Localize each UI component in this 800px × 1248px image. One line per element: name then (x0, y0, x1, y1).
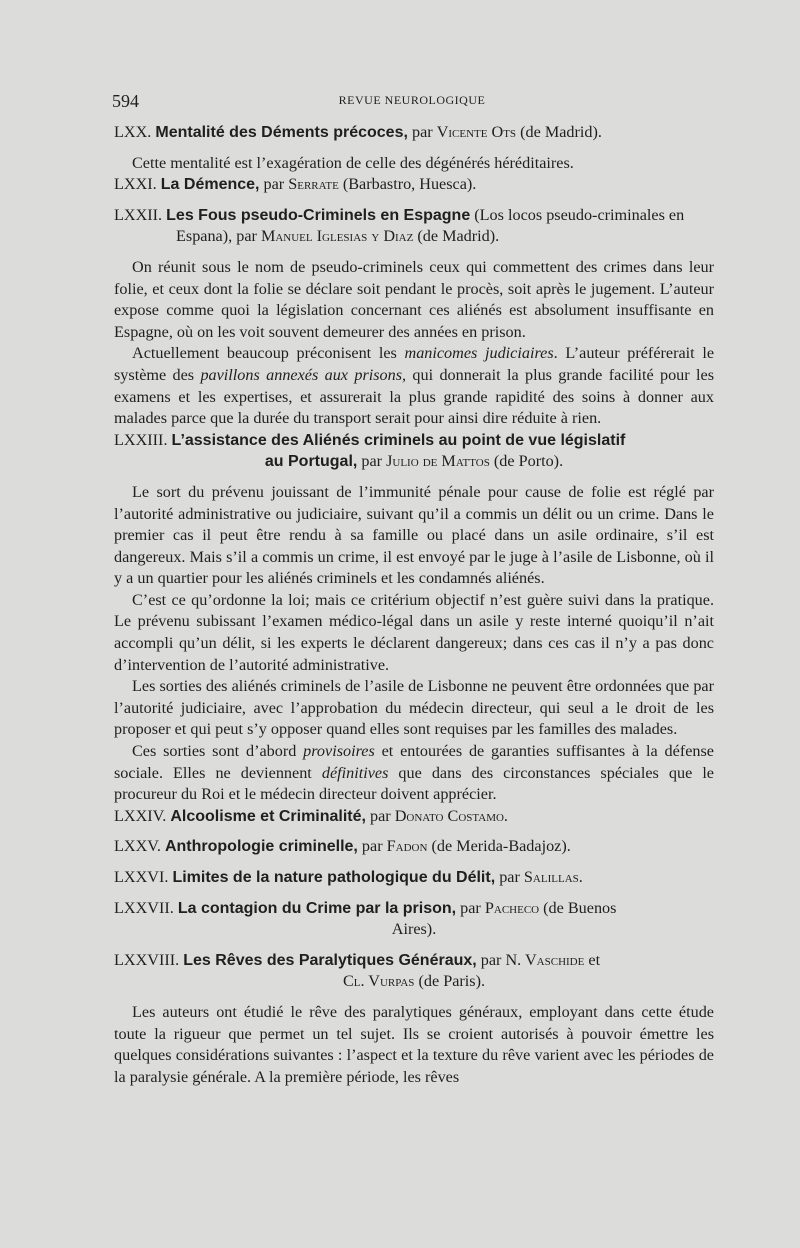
entry-rest: Aires). (391, 920, 437, 939)
entry-rest: (de Buenos (539, 898, 617, 917)
abstract-lxxii-p2 (114, 343, 714, 429)
entry-title: au Portugal, (264, 453, 358, 471)
entry-rest: (de Madrid). (413, 227, 500, 246)
entry-number: LXXIV. (114, 806, 167, 825)
italic-term: provisoires (303, 742, 375, 761)
entry-rest: . (578, 868, 583, 886)
italic-term: pavillons annexés aux prisons, (200, 365, 407, 384)
entry-author: Cl. Vurpas (342, 972, 415, 991)
abstract-lxxiii-p4 (114, 741, 714, 806)
entry-title: Limites de la nature pathologique du Délit, (172, 869, 496, 886)
entry-author: Manuel Iglesias y Diaz (260, 227, 414, 246)
entry-by: par (365, 806, 395, 825)
entry-by: par (407, 123, 437, 141)
entry-author: Julio de Mattos (386, 452, 490, 471)
entry-author: Salillas (523, 868, 579, 886)
abstract-lxxiii-p3: Les sorties des aliénés criminels de l’asile de Lisbonne ne peuvent être ordonnées que par l’autorité judiciaire, avec l’approbation du médecin directeur, qui seul a le droit de les proposer et qui peut s’y opposer quand elles sont requises par les familles des malades. (114, 677, 714, 739)
running-title: REVUE NEUROLOGIQUE (338, 93, 486, 107)
abstract-lxxiii-p1: Le sort du prévenu jouissant de l’immunité pénale pour cause de folie est réglé par l’autorité administrative ou judiciaire, suivant qu’il a commis un délit ou un crime. Dans le premier cas il peut être rendu à sa famille ou placé dans un asile ordinaire, s’il est dangereux. Mais s’il a commis un crime, il est envoyé par le juge à l’asile de Lisbonne, où il y a un quartier pour les aliénés criminels et les condamnés aliénés. (114, 482, 714, 588)
entry-lxxviii (114, 950, 714, 993)
entry-rest: (Barbastro, Huesca). (338, 175, 477, 194)
entry-by: par (495, 868, 524, 886)
entry-lxxvii (114, 898, 714, 941)
entry-title: La Démence, (160, 176, 260, 194)
text-column (114, 122, 714, 1088)
entry-number: LXXII. (114, 205, 163, 224)
entry-title: Alcoolisme et Criminalité, (170, 807, 366, 825)
entry-lxx (114, 122, 714, 144)
text-run: que dans des circonstances spéciales que le procureur du Roi et le médecin directeur doivent apprécier. (114, 763, 714, 804)
entry-title: Mentalité des Déments précoces, (155, 124, 408, 141)
entry-title: Les Fous pseudo-Criminels en Espagne (166, 206, 471, 224)
entry-by: par (357, 452, 387, 471)
entry-number: LXXVIII. (114, 950, 180, 969)
entry-number: LXXV. (114, 837, 161, 856)
italic-term: définitives (321, 763, 389, 782)
page-number: 594 (112, 91, 139, 111)
entry-number: LXXVI. (114, 868, 169, 886)
entry-by: par (259, 175, 289, 194)
entry-lxxvi (114, 867, 714, 889)
entry-number: LXXIII. (114, 430, 168, 449)
entry-author: Fadon (386, 837, 428, 856)
entry-by: par (456, 898, 485, 917)
entry-rest: (de Merida-Badajoz). (427, 837, 571, 856)
entry-title-line2 (114, 451, 714, 473)
entry-author: Donato Costamo (394, 806, 504, 825)
entry-by: par (357, 837, 387, 856)
page-header (112, 91, 712, 113)
entry-rest: (de Paris). (414, 972, 486, 991)
text-run: . L’auteur préférerait le système des (114, 344, 715, 384)
entry-title: La contagion du Crime par la prison, (177, 899, 457, 917)
entry-number: LXX. (114, 123, 152, 141)
entry-author: Serrate (288, 175, 339, 194)
abstract-lxxiii-p2: C’est ce qu’ordonne la loi; mais ce critérium objectif n’est guère suivi dans la pratique. Le prévenu subissant l’examen médico-légal dans un asile y reste interné quoiqu’il n’ait accompli qu’un délit, si les experts le déclarent dangereux; dans ces cas il n’y a pas donc d’intervention de l’autorité administrative. (114, 590, 714, 674)
entry-title: Les Rêves des Paralytiques Généraux, (183, 951, 477, 969)
text-run: et entourées de garanties suffisantes à la défense sociale. Elles ne deviennent (114, 742, 714, 782)
entry-and: et (584, 950, 601, 969)
text-run: Actuellement beaucoup préconisent les (132, 344, 405, 363)
italic-term: manicomes judiciaires (404, 344, 554, 363)
abstract-lxxii-p1: On réunit sous le nom de pseudo-criminels ceux qui commettent des crimes dans leur folie, et ceux dont la folie se déclare soit pendant le procès, soit après le jugement. L’auteur expose comme quoi la législation concernant ces aliénés est absolument insuffisante en Espagne, où on les voit souvent demeurer des années en prison. (114, 257, 714, 341)
entry-title: L’assistance des Aliénés criminels au point de vue législatif (171, 431, 626, 449)
abstract-lxxviii-p1: Les auteurs ont étudié le rêve des paralytiques généraux, employant dans cette étude toute la rigueur que permet un tel sujet. Ils se croient autorisés à pouvoir émettre les quelques considérations suivantes : l’aspect et la texture du rêve varient avec les périodes de la paralysie générale. A la première période, les rêves (114, 1002, 714, 1086)
entry-rest: (Los locos pseudo-criminales en Espana), par (176, 205, 685, 246)
entry-number: LXXI. (114, 175, 157, 194)
abstract-lxx: Cette mentalité est l’exagération de celle des dégénérés héréditaires. (132, 153, 574, 172)
entry-by: par (476, 950, 506, 969)
text-run: Ces sorties sont d’abord (132, 742, 304, 761)
entry-title-line2 (114, 971, 714, 993)
entry-lxxv (114, 836, 714, 858)
entry-lxxii (114, 205, 714, 248)
entry-rest: . (503, 806, 508, 825)
entry-author: Vicente Ots (436, 123, 517, 141)
entry-lxxi (114, 174, 714, 196)
entry-lxxiii (114, 430, 714, 473)
text-run: qui donnerait la plus grande facilité pour les examens et les expertises, et assurerait la plus grande rapidité des soins à donner aux malades parce que la durée du transport serait pour ainsi dire réduite à rien. (114, 365, 714, 428)
entry-lxxiv (114, 806, 714, 828)
entry-number: LXXVII. (114, 898, 174, 917)
entry-author: N. Vaschide (505, 950, 585, 969)
entry-rest: (de Porto). (489, 452, 564, 471)
entry-rest: (de Madrid). (516, 123, 602, 141)
entry-author: Pacheco (484, 898, 540, 917)
entry-title: Anthropologie criminelle, (164, 838, 358, 856)
